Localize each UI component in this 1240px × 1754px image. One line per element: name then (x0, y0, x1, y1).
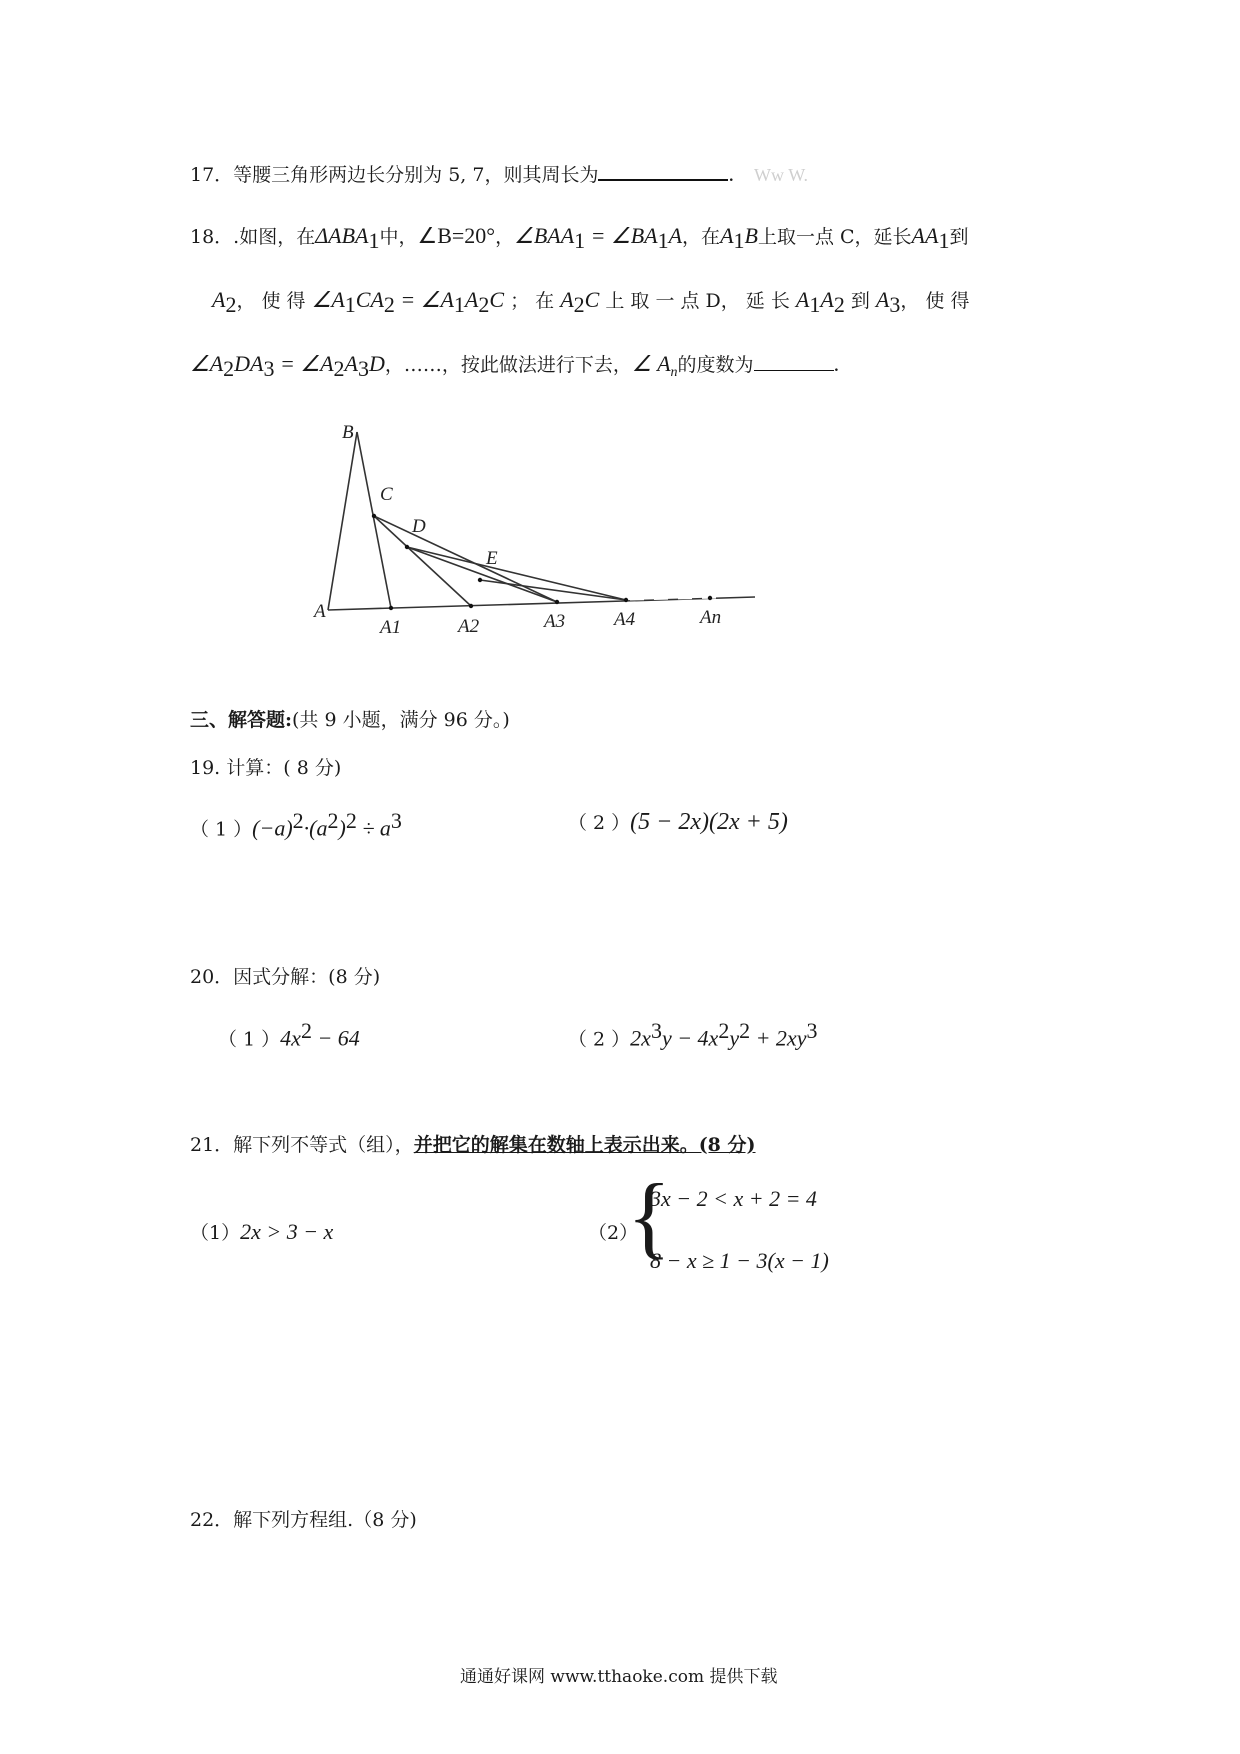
point-an (708, 596, 712, 600)
math: ∠A (190, 351, 224, 376)
sub: 3 (263, 355, 275, 381)
text: 中， (379, 226, 418, 248)
q18-triangle: ΔABA (315, 223, 369, 248)
math: B (744, 223, 758, 248)
segment-ba1 (357, 432, 391, 608)
q21-emphasis: 并把它的解集在数轴上表示出来。(8 分) (413, 1134, 756, 1156)
point-c (372, 514, 376, 518)
q20-part1 (218, 1018, 360, 1051)
point-a2 (469, 604, 473, 608)
math: ∠A (311, 287, 345, 312)
math: − 64 (311, 1025, 360, 1051)
sup: 3 (806, 1018, 818, 1043)
math: A (212, 287, 226, 312)
label-c: C (380, 484, 393, 505)
math: = ∠BA (585, 223, 658, 248)
sup: 2 (327, 808, 339, 833)
text: 21．解下列不等式（组）， (190, 1134, 414, 1156)
text: 到 (949, 226, 969, 248)
label: （ 1 ） (218, 1028, 281, 1051)
math: = ∠A (394, 287, 454, 312)
math: C (584, 287, 600, 312)
q21-system-line1: 3x − 2 < x + 2 = 4 (650, 1186, 817, 1211)
math: A (560, 287, 574, 312)
text: ， (495, 226, 515, 248)
text: ， 使 得 (900, 290, 970, 312)
question-18-line1 (190, 222, 968, 254)
math: 2x > 3 − x (240, 1219, 334, 1244)
q19-part1 (190, 808, 402, 841)
q18-angle-b: ∠B=20° (417, 223, 496, 248)
footer-text: 通通好课网 www.tthaoke.com 提供下载 (460, 1667, 778, 1687)
label-a4: A4 (614, 609, 636, 630)
question-18-line2 (212, 286, 969, 318)
sub: 2 (225, 291, 237, 317)
math: CA (355, 287, 384, 312)
label-d: D (412, 516, 426, 537)
math: ÷ a (356, 815, 391, 841)
sub: 2 (478, 291, 490, 317)
point-a3 (555, 600, 559, 604)
label-a3: A3 (544, 611, 566, 632)
sub: 3 (357, 355, 369, 381)
q21-title (190, 1130, 756, 1157)
text: 上 取 一 点 D， 延 长 (605, 290, 790, 312)
math: = ∠A (274, 351, 334, 376)
label-e: E (486, 548, 498, 569)
label: （1） (190, 1222, 241, 1244)
sub: 1 (368, 227, 380, 253)
text: 到 (850, 290, 870, 312)
math: AA (911, 223, 939, 248)
label-a2: A2 (458, 616, 480, 637)
math: A (668, 223, 683, 248)
point-a4 (624, 598, 628, 602)
q21-system-line2: 8 − x ≥ 1 − 3(x − 1) (650, 1248, 829, 1273)
sub: 1 (453, 291, 465, 317)
label: （ 1 ） (190, 818, 253, 841)
sub: 2 (833, 291, 845, 317)
sub: 1 (574, 227, 586, 253)
math: + 2xy (750, 1025, 807, 1051)
q21-part2-label: （2） (588, 1222, 639, 1244)
math: ) (338, 815, 346, 841)
q17-text: 17．等腰三角形两边长分别为 5, 7，则其周长为 (190, 164, 599, 186)
label-a: A (314, 601, 326, 622)
sub: 1 (733, 227, 745, 253)
question-18-line3 (190, 350, 839, 382)
section-3-header (190, 705, 510, 732)
math: y (729, 1025, 740, 1051)
point-e (478, 578, 482, 582)
label-a1: A1 (380, 617, 402, 638)
sub: 2 (223, 355, 235, 381)
math: A (720, 223, 734, 248)
segment-da3 (407, 547, 557, 602)
text: ； 在 (510, 290, 555, 312)
math: ∠BAA (514, 223, 575, 248)
math: A (344, 351, 358, 376)
section-3-title: 三、解答题: (190, 709, 293, 731)
sub: 3 (889, 291, 901, 317)
segment-ab (328, 432, 357, 610)
sub: 2 (383, 291, 395, 317)
q17-answer-blank[interactable] (598, 161, 728, 181)
sup: 3 (650, 1018, 662, 1043)
math: y − 4x (661, 1025, 719, 1051)
q18-number: 18．.如图，在 (190, 226, 316, 248)
sub: 1 (657, 227, 669, 253)
point-d (405, 545, 409, 549)
math: A (795, 287, 810, 312)
math: A (875, 287, 890, 312)
q20-title: 20．因式分解：(8 分) (190, 966, 381, 988)
math: A (464, 287, 479, 312)
q20-part2 (568, 1018, 817, 1051)
sup: 2 (739, 1018, 751, 1043)
section-3-note: (共 9 小题，满分 96 分。) (292, 709, 510, 731)
math: (5 − 2x)(2x + 5) (630, 809, 788, 835)
system-brace: { (627, 1165, 672, 1267)
sup: 2 (345, 808, 357, 833)
text: ，在 (682, 226, 721, 248)
question-17 (190, 160, 808, 187)
math: ∠ A (631, 351, 671, 376)
sub: 1 (809, 291, 821, 317)
sup: 2 (718, 1018, 730, 1043)
text: . (833, 351, 840, 376)
q18-answer-blank[interactable] (754, 354, 834, 371)
geometry-figure (300, 420, 780, 650)
math: 4x (280, 1025, 301, 1051)
sub: 1 (344, 291, 356, 317)
label: （ 2 ） (568, 1028, 631, 1051)
sub: n (670, 364, 678, 380)
text: 上取一点 C，延长 (757, 226, 912, 248)
math: C (489, 287, 505, 312)
text: 的度数为 (677, 354, 754, 376)
sub: 1 (938, 227, 950, 253)
label-an: An (700, 607, 722, 628)
segment-ca3 (374, 516, 557, 602)
text: ，……，按此做法进行下去， (384, 354, 632, 376)
sub: 2 (333, 355, 345, 381)
watermark-text: Ww W. (754, 165, 809, 185)
sup: 2 (300, 1018, 312, 1043)
math: ·(a (303, 815, 328, 841)
q17-end: . (728, 161, 734, 186)
q19-part2 (568, 808, 788, 836)
math: A (820, 287, 834, 312)
segment-da4 (407, 547, 626, 600)
math: 2x (630, 1025, 651, 1051)
point-a1 (389, 606, 393, 610)
q22-title: 22．解下列方程组.（8 分) (190, 1509, 417, 1531)
sup: 3 (390, 808, 402, 833)
math: DA (234, 351, 264, 376)
sup: 2 (292, 808, 304, 833)
text: ， 使 得 (236, 290, 306, 312)
label-b: B (342, 422, 354, 443)
q19-title: 19. 计算：( 8 分) (190, 757, 342, 779)
q21-part1 (190, 1218, 333, 1245)
math: (−a) (252, 815, 293, 841)
label: （ 2 ） (568, 812, 631, 834)
sub: 2 (573, 291, 585, 317)
math: D (368, 351, 385, 376)
